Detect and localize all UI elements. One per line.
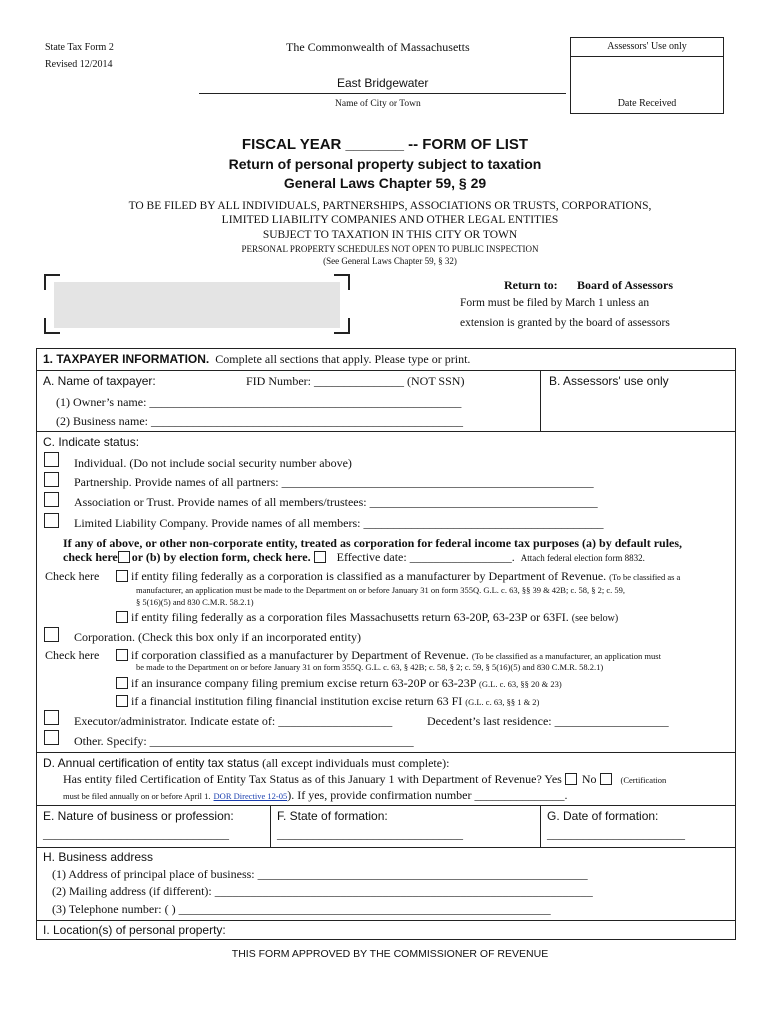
date-of-formation-label: G. Date of formation: [547,809,659,823]
filed-by-line2: LIMITED LIABILITY COMPANIES AND OTHER LEGAL ENTITIES [221,214,559,226]
executor-label[interactable]: Executor/administrator. Indicate estate of: ___________________ [74,714,393,728]
assessors-use-label: Assessors' Use only [571,38,723,57]
telephone-field[interactable]: (3) Telephone number: ( ) ______________________________________________________________ [52,902,551,916]
individual-label: Individual. (Do not include social security number above) [74,456,352,470]
corp-manufacturer-label: if corporation classified as a manufacturer by Department of Revenue. [131,648,469,662]
certification-no-checkbox[interactable] [600,773,612,785]
certification-note: (Certification [620,775,667,785]
section-1-title: 1. TAXPAYER INFORMATION. [43,352,210,366]
manufacturer-note-line3: § 5(16)(5) and 830 C.M.R. 58.2.1) [136,597,254,607]
state-of-formation-label: F. State of formation: [277,809,388,823]
owner-name-field[interactable]: (1) Owner’s name: ____________________________________________________ [56,395,462,409]
filed-by-line5: (See General Laws Chapter 59, § 32) [323,256,457,266]
noncorp-line2 [63,550,645,565]
state-of-formation-field[interactable]: _______________________________ [277,827,463,841]
mass-return-label: if entity filing federally as a corporation files Massachusetts return 63-20P, 63-23P or 63FI. [131,610,569,624]
return-to-label: Return to: [504,278,558,292]
principal-address-field[interactable]: (1) Address of principal place of business: _______________________________________________________ [52,867,588,881]
default-rules-check-label: check here [63,550,118,564]
manufacturer-row [116,569,680,584]
corp-manufacturer-note-line2: be made to the Department on or before January 31 on form 355Q. G.L. c. 63, § 42B; c. 58, § 2; c. 59, § 5(16)(5) and 830 C.M.R. 58.2.1) [136,662,604,672]
financial-row [116,694,539,709]
other-checkbox[interactable] [44,730,59,745]
business-address-label: H. Business address [43,850,154,864]
taxpayer-name-label: A. Name of taxpayer: [43,374,156,388]
mass-return-row [116,610,618,625]
see-below-note: (see below) [571,613,619,624]
confirmation-number-field[interactable]: ). If yes, provide confirmation number _______________. [287,788,568,802]
certification-line2 [63,788,567,803]
filed-by-line4: PERSONAL PROPERTY SCHEDULES NOT OPEN TO PUBLIC INSPECTION [241,244,539,254]
financial-checkbox[interactable] [116,695,128,707]
corporation-label: Corporation. (Check this box only if an incorporated entity) [74,630,361,644]
nature-of-business-field[interactable]: _______________________________ [43,827,229,841]
manufacturer-note: (To be classified as a [609,572,681,582]
insurance-note: (G.L. c. 63, §§ 20 & 23) [479,679,562,689]
certification-deadline-note: must be filed annually on or before April 1. [63,791,211,801]
election-form-check-label: or (b) by election form, check here. [131,550,311,564]
city-name-caption: Name of City or Town [335,99,421,109]
individual-checkbox[interactable] [44,452,59,467]
executor-checkbox[interactable] [44,710,59,725]
address-window [44,274,350,334]
status-label: C. Indicate status: [43,435,140,449]
section-1-instructions: Complete all sections that apply. Please type or print. [215,352,471,366]
manufacturer-label: if entity filing federally as a corporation is classified as a manufacturer by Department of Revenue. [131,569,607,583]
business-name-field[interactable]: (2) Business name: ____________________________________________________ [56,414,463,428]
return-title: Return of personal property subject to taxation [228,156,542,172]
attach-form-note: Attach federal election form 8832. [520,553,645,563]
association-label[interactable]: Association or Trust. Provide names of all members/trustees: ______________________________________ [74,495,598,509]
manufacturer-note-line2: manufacturer, an application must be made to the Department on or before January 31 on form 355Q. G.L. c. 63, §§ 39 & 42B; c. 58, § 2; c. 59, [136,585,625,595]
insurance-row [116,676,562,691]
financial-note: (G.L. c. 63, §§ 1 & 2) [465,697,540,707]
other-specify-field[interactable]: Other. Specify: ____________________________________________ [74,734,414,748]
date-received-label: Date Received [617,98,677,109]
mass-return-checkbox[interactable] [116,611,128,623]
address-field[interactable] [54,282,340,328]
chapter-title: General Laws Chapter 59, § 29 [283,175,487,191]
decedent-residence-field[interactable]: Decedent’s last residence: ___________________ [427,714,669,728]
certification-question-row [63,772,666,787]
effective-date-field[interactable]: Effective date: _________________. [336,550,515,564]
certification-no-label: No [581,772,597,786]
filed-by-line3: SUBJECT TO TAXATION IN THIS CITY OR TOWN [262,229,518,241]
manufacturer-checkbox[interactable] [116,570,128,582]
dor-directive-link[interactable]: DOR Directive 12-05 [213,791,288,801]
noncorp-line1: If any of above, or other non-corporate entity, treated as corporation for federal income tax purposes (a) by default rules, [63,536,683,550]
default-rules-checkbox[interactable] [118,551,130,563]
city-name-line [199,93,566,94]
partnership-label[interactable]: Partnership. Provide names of all partners: ____________________________________________________ [74,475,594,489]
corp-manufacturer-note: (To be classified as a manufacturer, an application must [471,651,661,661]
approval-footer: THIS FORM APPROVED BY THE COMMISSIONER OF REVENUE [231,948,549,960]
certification-heading [43,756,449,771]
deadline-line1: Form must be filed by March 1 unless an [460,297,650,309]
check-here-label-2: Check here [45,648,100,662]
insurance-checkbox[interactable] [116,677,128,689]
board-of-assessors: Board of Assessors [577,278,674,292]
certification-label: D. Annual certification of entity tax status [43,756,260,770]
election-form-checkbox[interactable] [314,551,326,563]
association-checkbox[interactable] [44,492,59,507]
form-number: State Tax Form 2 [45,42,114,53]
assessors-use-b-label: B. Assessors' use only [549,374,669,388]
check-here-label: Check here [45,569,100,583]
date-of-formation-field[interactable]: _______________________ [547,827,685,841]
llc-label[interactable]: Limited Liability Company. Provide names of all members: ________________________________________ [74,516,604,530]
nature-of-business-label: E. Nature of business or profession: [43,809,234,823]
commonwealth-title: The Commonwealth of Massachusetts [286,40,470,54]
city-name-value[interactable]: East Bridgewater [337,76,429,90]
fid-number-field[interactable]: FID Number: _______________ (NOT SSN) [246,374,465,388]
insurance-label: if an insurance company filing premium excise return 63-20P or 63-23P [131,676,477,690]
mailing-address-field[interactable]: (2) Mailing address (if different): _______________________________________________________________ [52,884,593,898]
corp-manufacturer-checkbox[interactable] [116,649,128,661]
certification-label-rest: (all except individuals must complete): [262,756,450,770]
certification-question: Has entity filed Certification of Entity Tax Status as of this January 1 with Department of Revenue? Yes [63,772,562,786]
deadline-line2: extension is granted by the board of assessors [460,317,670,329]
fiscal-year-title: FISCAL YEAR _______ -- FORM OF LIST [241,136,529,153]
filed-by-line1: TO BE FILED BY ALL INDIVIDUALS, PARTNERSHIPS, ASSOCIATIONS OR TRUSTS, CORPORATIONS, [128,200,652,212]
property-location-label: I. Location(s) of personal property: [43,923,226,937]
partnership-checkbox[interactable] [44,472,59,487]
assessors-use-box [570,37,724,114]
corp-manufacturer-row [116,648,661,663]
certification-yes-checkbox[interactable] [565,773,577,785]
corporation-checkbox[interactable] [44,627,59,642]
financial-label: if a financial institution filing financial institution excise return 63 FI [131,694,463,708]
revised-date: Revised 12/2014 [45,59,113,70]
section-1-heading [43,352,470,367]
llc-checkbox[interactable] [44,513,59,528]
